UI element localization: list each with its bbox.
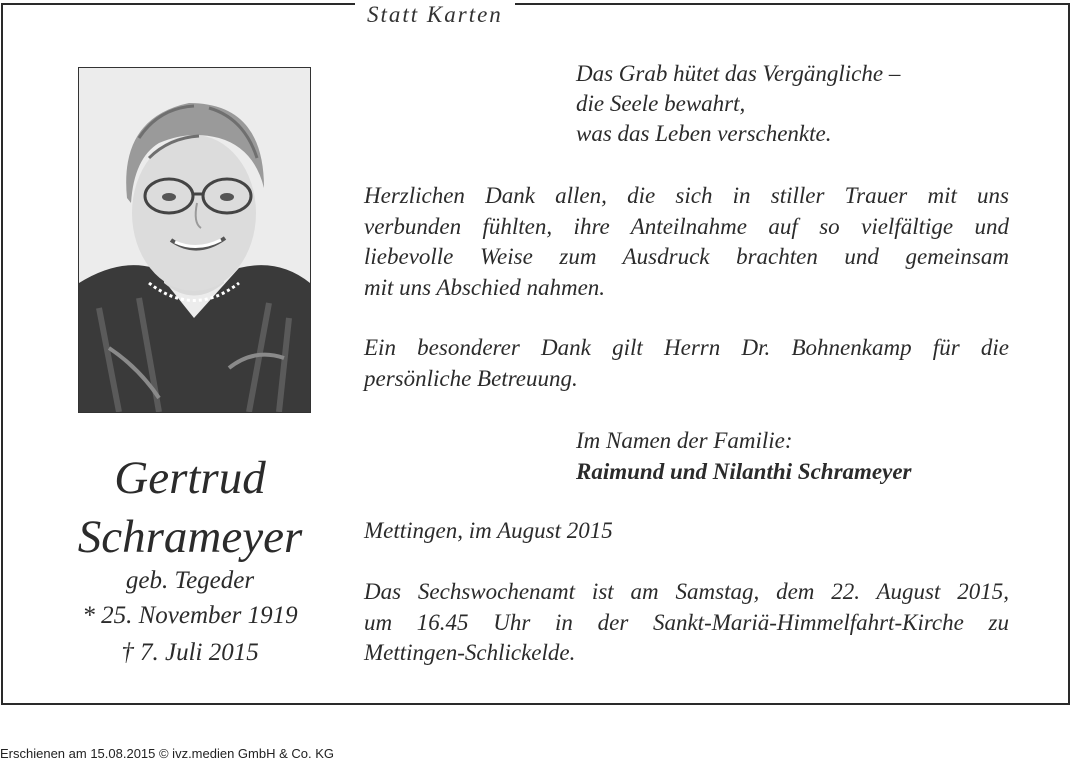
signature-block	[576, 425, 912, 487]
special-thanks-paragraph	[364, 333, 1009, 394]
special-thanks-line: Ein besonderer Dank gilt Herrn Dr. Bohnenkamp für die	[364, 335, 1009, 360]
thanks-line: Herzlichen Dank allen, die sich in stiller Trauer mit uns	[364, 183, 1009, 208]
maiden-name: geb. Tegeder	[125, 567, 255, 594]
thanks-line: verbunden fühlten, ihre Anteilnahme auf so vielfältige und	[364, 213, 1009, 239]
special-thanks-line: persönliche Betreuung.	[364, 365, 578, 391]
header-label: Statt Karten	[355, 1, 515, 29]
service-paragraph	[364, 577, 1009, 669]
thanks-paragraph	[364, 181, 1009, 303]
death-date: † 7. Juli 2015	[121, 639, 259, 666]
place-date: Mettingen, im August 2015	[364, 518, 613, 543]
poem-line: was das Leben verschenkte.	[576, 121, 832, 146]
service-line: Das Sechswochenamt ist am Samstag, dem 22. August 2015,	[364, 579, 1009, 604]
signature-intro: Im Namen der Familie:	[576, 428, 793, 453]
service-line: um 16.45 Uhr in der Sankt-Mariä-Himmelfahrt-Kirche zu	[364, 609, 1009, 635]
poem-line: die Seele bewahrt,	[576, 91, 746, 116]
thanks-line: liebevolle Weise zum Ausdruck brachten und gemeinsam	[364, 244, 1009, 269]
deceased-last-name: Schrameyer	[77, 511, 303, 563]
portrait-photo	[78, 67, 311, 413]
signature-family: Raimund und Nilanthi Schrameyer	[576, 459, 912, 484]
portrait-image	[79, 68, 310, 412]
thanks-line: mit uns Abschied nahmen.	[364, 274, 606, 300]
poem-line: Das Grab hütet das Vergängliche –	[576, 61, 901, 86]
birth-date: * 25. November 1919	[82, 602, 298, 629]
publication-footer: Erschienen am 15.08.2015 © ivz.medien GmbH & Co. KG	[0, 746, 335, 761]
service-line: Mettingen-Schlickelde.	[364, 640, 576, 665]
deceased-first-name: Gertrud	[114, 452, 266, 504]
memorial-poem	[576, 59, 900, 149]
